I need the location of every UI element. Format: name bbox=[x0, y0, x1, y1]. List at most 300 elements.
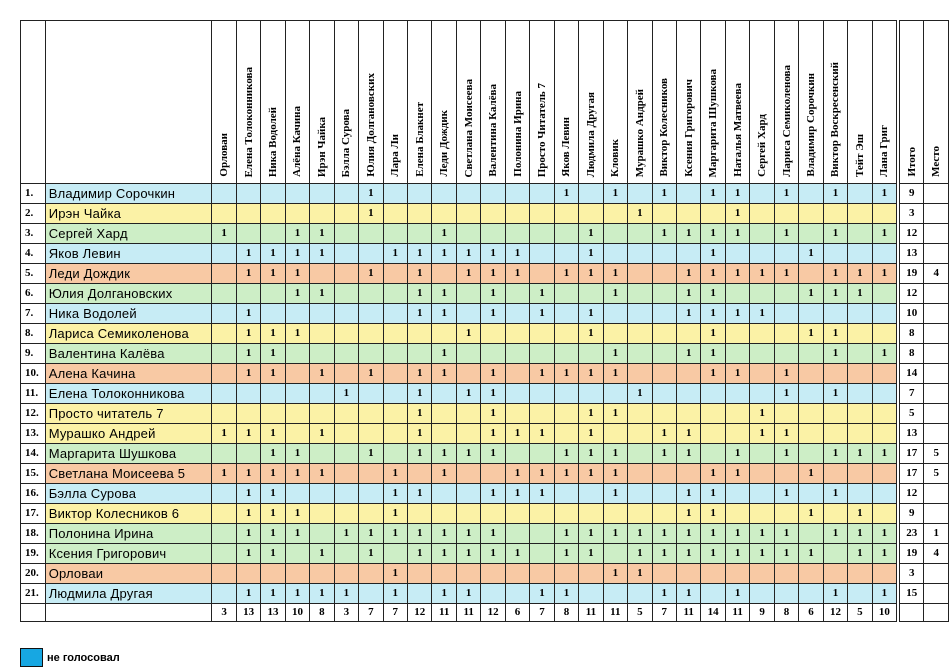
column-total: 6 bbox=[799, 604, 823, 622]
participant-name: Юлия Долгановских bbox=[45, 284, 212, 304]
vote-cell: 1 bbox=[212, 224, 236, 244]
vote-cell bbox=[505, 224, 529, 244]
column-total: 9 bbox=[750, 604, 774, 622]
vote-cell bbox=[285, 544, 309, 564]
vote-cell bbox=[799, 304, 823, 324]
vote-cell bbox=[677, 364, 701, 384]
vote-cell bbox=[261, 204, 285, 224]
vote-cell bbox=[725, 284, 749, 304]
vote-cell: 1 bbox=[823, 584, 847, 604]
vote-cell: 1 bbox=[823, 224, 847, 244]
vote-cell: 1 bbox=[481, 364, 505, 384]
vote-cell bbox=[408, 584, 432, 604]
vote-cell: 1 bbox=[505, 424, 529, 444]
vote-cell bbox=[725, 424, 749, 444]
column-header-label: Орловаи bbox=[218, 133, 231, 177]
column-total: 7 bbox=[383, 604, 407, 622]
vote-cell: 1 bbox=[481, 264, 505, 284]
vote-cell bbox=[579, 204, 603, 224]
vote-cell bbox=[456, 484, 480, 504]
vote-cell: 1 bbox=[408, 444, 432, 464]
vote-cell bbox=[750, 204, 774, 224]
vote-cell bbox=[261, 284, 285, 304]
vote-cell: 1 bbox=[505, 544, 529, 564]
header-row bbox=[21, 21, 949, 184]
vote-cell: 1 bbox=[677, 524, 701, 544]
vote-cell: 1 bbox=[677, 584, 701, 604]
column-header-label: Юлия Долгановских bbox=[364, 73, 377, 177]
row-total: 17 bbox=[899, 464, 923, 484]
vote-cell: 1 bbox=[408, 304, 432, 324]
vote-cell: 1 bbox=[236, 484, 260, 504]
vote-cell bbox=[848, 184, 872, 204]
vote-cell bbox=[456, 504, 480, 524]
vote-cell bbox=[799, 204, 823, 224]
vote-cell bbox=[261, 304, 285, 324]
vote-cell: 1 bbox=[481, 404, 505, 424]
vote-cell: 1 bbox=[310, 364, 334, 384]
vote-cell bbox=[530, 264, 554, 284]
legend-swatch bbox=[20, 648, 43, 667]
column-header bbox=[774, 21, 798, 184]
vote-cell bbox=[603, 544, 627, 564]
vote-cell bbox=[481, 204, 505, 224]
vote-cell: 1 bbox=[359, 364, 383, 384]
vote-cell bbox=[774, 244, 798, 264]
vote-cell bbox=[530, 504, 554, 524]
vote-cell: 1 bbox=[725, 264, 749, 284]
vote-cell bbox=[212, 404, 236, 424]
row-total: 9 bbox=[899, 504, 923, 524]
vote-cell bbox=[848, 464, 872, 484]
header-name-cell bbox=[45, 21, 212, 184]
vote-cell: 1 bbox=[505, 244, 529, 264]
row-number: 12. bbox=[21, 404, 46, 424]
vote-cell bbox=[823, 504, 847, 524]
row-total: 8 bbox=[899, 324, 923, 344]
column-header-label: Кловик bbox=[609, 139, 622, 177]
vote-cell: 1 bbox=[725, 464, 749, 484]
vote-cell: 1 bbox=[530, 484, 554, 504]
vote-cell: 1 bbox=[261, 444, 285, 464]
vote-cell bbox=[823, 244, 847, 264]
vote-cell bbox=[481, 184, 505, 204]
vote-cell bbox=[603, 204, 627, 224]
vote-cell bbox=[872, 504, 896, 524]
vote-cell bbox=[212, 264, 236, 284]
column-header-label: Владимир Сорочкин bbox=[804, 73, 817, 177]
vote-cell bbox=[603, 324, 627, 344]
row-number: 1. bbox=[21, 184, 46, 204]
column-total: 5 bbox=[628, 604, 652, 622]
row-place bbox=[924, 344, 949, 364]
vote-cell bbox=[383, 224, 407, 244]
vote-cell: 1 bbox=[285, 464, 309, 484]
vote-cell bbox=[872, 204, 896, 224]
vote-cell: 1 bbox=[652, 184, 676, 204]
vote-cell bbox=[456, 364, 480, 384]
vote-cell: 1 bbox=[872, 524, 896, 544]
vote-cell: 1 bbox=[725, 224, 749, 244]
column-total: 10 bbox=[285, 604, 309, 622]
vote-cell bbox=[212, 444, 236, 464]
column-header-label: Виктор Колесников bbox=[658, 78, 671, 177]
vote-cell bbox=[628, 304, 652, 324]
vote-cell: 1 bbox=[530, 364, 554, 384]
vote-cell bbox=[652, 364, 676, 384]
column-header bbox=[212, 21, 236, 184]
row-number: 13. bbox=[21, 424, 46, 444]
row-total: 14 bbox=[899, 364, 923, 384]
vote-cell: 1 bbox=[554, 524, 578, 544]
participant-name: Ирэн Чайка bbox=[45, 204, 212, 224]
vote-cell: 1 bbox=[285, 524, 309, 544]
vote-cell: 1 bbox=[701, 264, 725, 284]
vote-cell bbox=[359, 304, 383, 324]
vote-cell: 1 bbox=[310, 224, 334, 244]
row-number: 8. bbox=[21, 324, 46, 344]
vote-cell: 1 bbox=[359, 544, 383, 564]
column-header bbox=[823, 21, 847, 184]
vote-cell bbox=[285, 344, 309, 364]
vote-cell bbox=[750, 584, 774, 604]
vote-cell bbox=[359, 464, 383, 484]
vote-cell: 1 bbox=[701, 324, 725, 344]
vote-cell bbox=[334, 244, 358, 264]
vote-cell bbox=[505, 504, 529, 524]
vote-cell: 1 bbox=[725, 364, 749, 384]
vote-cell bbox=[530, 184, 554, 204]
table-row bbox=[21, 304, 949, 324]
vote-cell: 1 bbox=[677, 304, 701, 324]
vote-cell bbox=[505, 364, 529, 384]
vote-cell bbox=[579, 504, 603, 524]
vote-cell bbox=[505, 344, 529, 364]
vote-cell bbox=[334, 224, 358, 244]
column-total: 3 bbox=[334, 604, 358, 622]
vote-cell bbox=[848, 304, 872, 324]
vote-cell: 1 bbox=[774, 484, 798, 504]
vote-cell bbox=[823, 404, 847, 424]
column-header bbox=[530, 21, 554, 184]
vote-cell bbox=[799, 184, 823, 204]
vote-cell bbox=[359, 504, 383, 524]
table-row bbox=[21, 504, 949, 524]
legend bbox=[20, 648, 120, 667]
row-total: 13 bbox=[899, 424, 923, 444]
participant-name: Валентина Калёва bbox=[45, 344, 212, 364]
vote-cell: 1 bbox=[310, 284, 334, 304]
vote-cell: 1 bbox=[334, 584, 358, 604]
vote-cell: 1 bbox=[677, 224, 701, 244]
row-total: 19 bbox=[899, 544, 923, 564]
vote-cell: 1 bbox=[408, 484, 432, 504]
vote-cell bbox=[774, 464, 798, 484]
vote-cell: 1 bbox=[603, 524, 627, 544]
vote-cell bbox=[432, 324, 456, 344]
vote-cell: 1 bbox=[677, 264, 701, 284]
vote-cell: 1 bbox=[432, 444, 456, 464]
vote-cell bbox=[554, 504, 578, 524]
vote-cell bbox=[359, 564, 383, 584]
vote-cell bbox=[750, 324, 774, 344]
vote-cell bbox=[774, 304, 798, 324]
vote-cell: 1 bbox=[848, 504, 872, 524]
vote-cell bbox=[481, 224, 505, 244]
row-total: 9 bbox=[899, 184, 923, 204]
vote-cell: 1 bbox=[261, 344, 285, 364]
vote-cell bbox=[310, 204, 334, 224]
vote-cell: 1 bbox=[530, 304, 554, 324]
totals-num-cell bbox=[21, 604, 46, 622]
vote-cell: 1 bbox=[408, 364, 432, 384]
vote-cell bbox=[848, 424, 872, 444]
vote-cell bbox=[236, 384, 260, 404]
participant-name: Мурашко Андрей bbox=[45, 424, 212, 444]
column-header bbox=[432, 21, 456, 184]
vote-cell bbox=[236, 204, 260, 224]
vote-cell: 1 bbox=[823, 184, 847, 204]
vote-cell bbox=[261, 404, 285, 424]
table-row bbox=[21, 184, 949, 204]
column-header-label: Лариса Семиколенова bbox=[780, 65, 793, 177]
vote-cell: 1 bbox=[628, 544, 652, 564]
vote-cell bbox=[334, 304, 358, 324]
column-total: 7 bbox=[652, 604, 676, 622]
vote-cell bbox=[628, 584, 652, 604]
row-place bbox=[924, 284, 949, 304]
row-place bbox=[924, 244, 949, 264]
totals-name-cell bbox=[45, 604, 212, 622]
header-num-cell bbox=[21, 21, 46, 184]
vote-cell bbox=[432, 204, 456, 224]
vote-cell bbox=[774, 344, 798, 364]
vote-cell: 1 bbox=[383, 464, 407, 484]
table-row bbox=[21, 224, 949, 244]
vote-cell bbox=[823, 424, 847, 444]
vote-cell: 1 bbox=[261, 424, 285, 444]
column-header bbox=[677, 21, 701, 184]
vote-cell bbox=[774, 404, 798, 424]
vote-cell: 1 bbox=[432, 524, 456, 544]
vote-cell: 1 bbox=[530, 584, 554, 604]
vote-cell: 1 bbox=[603, 364, 627, 384]
vote-cell bbox=[310, 264, 334, 284]
vote-cell bbox=[554, 384, 578, 404]
vote-cell: 1 bbox=[432, 284, 456, 304]
column-total: 8 bbox=[310, 604, 334, 622]
vote-cell: 1 bbox=[236, 584, 260, 604]
vote-cell bbox=[310, 504, 334, 524]
vote-cell: 1 bbox=[872, 264, 896, 284]
row-total: 23 bbox=[899, 524, 923, 544]
vote-cell bbox=[261, 224, 285, 244]
vote-cell bbox=[334, 344, 358, 364]
vote-cell bbox=[677, 244, 701, 264]
vote-cell: 1 bbox=[530, 284, 554, 304]
vote-cell: 1 bbox=[725, 524, 749, 544]
vote-cell: 1 bbox=[823, 264, 847, 284]
vote-cell: 1 bbox=[481, 484, 505, 504]
vote-cell: 1 bbox=[408, 424, 432, 444]
vote-cell: 1 bbox=[677, 444, 701, 464]
column-header bbox=[285, 21, 309, 184]
vote-cell: 1 bbox=[383, 244, 407, 264]
column-total: 13 bbox=[261, 604, 285, 622]
vote-cell: 1 bbox=[725, 184, 749, 204]
vote-cell bbox=[456, 284, 480, 304]
vote-cell: 1 bbox=[799, 464, 823, 484]
vote-cell: 1 bbox=[848, 284, 872, 304]
column-total: 8 bbox=[774, 604, 798, 622]
vote-cell bbox=[481, 584, 505, 604]
vote-cell: 1 bbox=[701, 304, 725, 324]
vote-cell bbox=[652, 564, 676, 584]
vote-cell bbox=[432, 404, 456, 424]
vote-cell bbox=[725, 404, 749, 424]
vote-cell bbox=[530, 244, 554, 264]
vote-cell: 1 bbox=[701, 284, 725, 304]
place-header bbox=[924, 21, 949, 184]
column-total: 6 bbox=[505, 604, 529, 622]
vote-cell bbox=[603, 224, 627, 244]
vote-cell: 1 bbox=[408, 244, 432, 264]
vote-cell bbox=[310, 484, 334, 504]
vote-cell bbox=[334, 424, 358, 444]
participant-name: Маргарита Шушкова bbox=[45, 444, 212, 464]
vote-cell: 1 bbox=[212, 464, 236, 484]
vote-cell bbox=[628, 504, 652, 524]
vote-cell bbox=[408, 184, 432, 204]
vote-cell bbox=[725, 384, 749, 404]
vote-cell bbox=[456, 224, 480, 244]
vote-cell: 1 bbox=[432, 584, 456, 604]
vote-cell bbox=[408, 464, 432, 484]
vote-cell: 1 bbox=[701, 504, 725, 524]
column-header bbox=[554, 21, 578, 184]
vote-cell bbox=[310, 184, 334, 204]
vote-cell bbox=[848, 224, 872, 244]
vote-cell: 1 bbox=[285, 444, 309, 464]
row-place: 4 bbox=[924, 264, 949, 284]
column-header-label: Просто Читатель 7 bbox=[536, 82, 548, 177]
vote-cell: 1 bbox=[823, 284, 847, 304]
vote-cell: 1 bbox=[359, 524, 383, 544]
vote-cell: 1 bbox=[285, 504, 309, 524]
vote-cell bbox=[823, 364, 847, 384]
column-header-label: Яков Левин bbox=[560, 117, 573, 177]
vote-cell: 1 bbox=[359, 444, 383, 464]
vote-cell: 1 bbox=[579, 544, 603, 564]
vote-cell bbox=[456, 304, 480, 324]
column-header bbox=[848, 21, 872, 184]
vote-cell: 1 bbox=[481, 244, 505, 264]
column-header bbox=[505, 21, 529, 184]
vote-cell: 1 bbox=[579, 264, 603, 284]
vote-cell: 1 bbox=[677, 424, 701, 444]
vote-cell: 1 bbox=[774, 524, 798, 544]
participant-name: Лариса Семиколенова bbox=[45, 324, 212, 344]
column-total: 5 bbox=[848, 604, 872, 622]
vote-cell: 1 bbox=[652, 544, 676, 564]
vote-cell bbox=[848, 484, 872, 504]
vote-cell bbox=[628, 444, 652, 464]
vote-cell bbox=[603, 244, 627, 264]
vote-cell bbox=[212, 364, 236, 384]
vote-cell bbox=[212, 564, 236, 584]
vote-cell bbox=[359, 324, 383, 344]
vote-cell bbox=[872, 244, 896, 264]
vote-cell bbox=[603, 304, 627, 324]
vote-cell bbox=[872, 424, 896, 444]
vote-cell: 1 bbox=[872, 224, 896, 244]
vote-cell bbox=[750, 224, 774, 244]
vote-cell bbox=[334, 204, 358, 224]
vote-cell: 1 bbox=[677, 484, 701, 504]
column-total: 7 bbox=[530, 604, 554, 622]
participant-name: Ника Водолей bbox=[45, 304, 212, 324]
column-header bbox=[750, 21, 774, 184]
vote-cell bbox=[652, 384, 676, 404]
row-number: 15. bbox=[21, 464, 46, 484]
column-total: 11 bbox=[579, 604, 603, 622]
vote-cell: 1 bbox=[750, 524, 774, 544]
vote-cell bbox=[554, 224, 578, 244]
vote-cell: 1 bbox=[701, 224, 725, 244]
vote-cell: 1 bbox=[774, 424, 798, 444]
vote-cell bbox=[334, 444, 358, 464]
vote-cell bbox=[505, 304, 529, 324]
row-number: 7. bbox=[21, 304, 46, 324]
vote-cell: 1 bbox=[579, 304, 603, 324]
vote-cell: 1 bbox=[236, 524, 260, 544]
vote-cell bbox=[799, 364, 823, 384]
vote-cell bbox=[725, 344, 749, 364]
vote-cell bbox=[359, 424, 383, 444]
vote-cell: 1 bbox=[408, 384, 432, 404]
vote-cell: 1 bbox=[872, 444, 896, 464]
vote-cell bbox=[334, 564, 358, 584]
vote-cell bbox=[554, 204, 578, 224]
vote-cell bbox=[432, 264, 456, 284]
vote-cell bbox=[799, 344, 823, 364]
vote-cell bbox=[456, 204, 480, 224]
vote-cell: 1 bbox=[579, 224, 603, 244]
vote-cell: 1 bbox=[701, 544, 725, 564]
table-row bbox=[21, 384, 949, 404]
row-total: 12 bbox=[899, 224, 923, 244]
vote-cell bbox=[750, 564, 774, 584]
vote-cell: 1 bbox=[774, 364, 798, 384]
vote-cell bbox=[652, 504, 676, 524]
place-header-label: Место bbox=[930, 146, 943, 177]
participant-name: Просто читатель 7 bbox=[45, 404, 212, 424]
vote-cell bbox=[456, 564, 480, 584]
vote-cell bbox=[236, 224, 260, 244]
vote-cell bbox=[212, 184, 236, 204]
vote-cell: 1 bbox=[848, 544, 872, 564]
column-header bbox=[603, 21, 627, 184]
vote-cell bbox=[408, 344, 432, 364]
vote-cell: 1 bbox=[285, 264, 309, 284]
vote-cell bbox=[725, 324, 749, 344]
vote-cell: 1 bbox=[554, 184, 578, 204]
vote-cell bbox=[505, 444, 529, 464]
vote-cell bbox=[579, 344, 603, 364]
row-place bbox=[924, 204, 949, 224]
vote-cell bbox=[359, 484, 383, 504]
vote-cell bbox=[285, 564, 309, 584]
